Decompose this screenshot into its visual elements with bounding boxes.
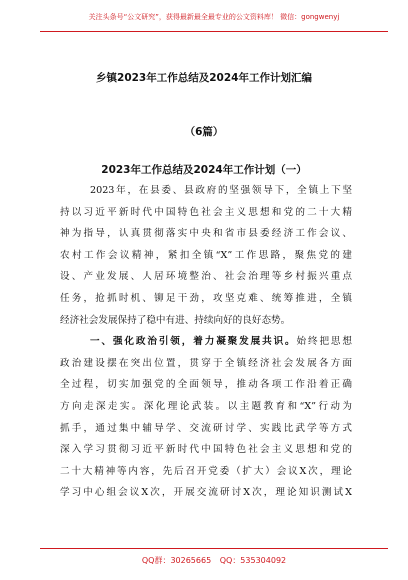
paragraph-line: 深入学习贯彻习近平新时代中国特色社会主义思想和党的 xyxy=(60,444,352,456)
paragraph-line: 方向走深走实。深化理论武装。以主题教育和“X”行动为 xyxy=(60,400,352,412)
paragraph-line: 全过程，切实加强党的全面领导，推动各项工作沿着正确 xyxy=(60,379,352,391)
paragraph-line: 设、产业发展、人居环境整治、社会治理等乡村振兴重点 xyxy=(60,271,352,283)
paragraph-line: 经济社会发展保持了稳中有进、持续向好的良好态势。 xyxy=(60,314,291,326)
page-header xyxy=(40,12,388,32)
paragraph-line: 农村工作会议精神，紧扣全镇“X”工作思路，聚焦党的建 xyxy=(60,249,352,261)
paragraph-line xyxy=(60,331,352,353)
document-body xyxy=(60,180,352,504)
paragraph-line: 学习中心组会议X次，开展交流研讨X次，理论知识测试X xyxy=(60,487,352,499)
footer-qq-group: QQ群：30265665 xyxy=(141,556,212,565)
paragraph-line: 任务，抢抓时机、铆足干劲，攻坚克难、统筹推进，全镇 xyxy=(60,292,352,304)
section-subtitle: 2023年工作总结及2024年工作计划（一） xyxy=(101,164,307,176)
paragraph-line: 持以习近平新时代中国特色社会主义思想和党的二十大精 xyxy=(60,206,352,218)
footer-qq: QQ：535304092 xyxy=(219,556,287,565)
header-banner: 关注头条号“公文研究”，获得最新最全最专业的公文资料库！ 微信：gongwenyj xyxy=(88,13,340,21)
paragraph-line: 政治建设摆在突出位置，贯穿于全镇经济社会发展各方面 xyxy=(60,357,352,369)
page-footer xyxy=(40,548,388,566)
paragraph-line: 抓手，通过集中辅导学、交流研讨学、实践比武学等方式 xyxy=(60,422,352,434)
document-title: 乡镇2023年工作总结及2024年工作计划汇编 xyxy=(96,72,312,84)
section-heading: 一、强化政治引领，着力凝聚发展共识。 xyxy=(90,336,297,348)
paragraph-line: 二十大精神等内容，先后召开党委（扩大）会议X次，理论 xyxy=(60,465,352,477)
header-rule xyxy=(40,31,388,32)
paragraph-line: 神为指导，认真贯彻落实中央和省市县委经济工作会议、 xyxy=(60,228,352,240)
footer-rule xyxy=(40,548,388,549)
paragraph-line: 2023年，在县委、县政府的坚强领导下，全镇上下坚 xyxy=(90,185,352,196)
paragraph-text: 始终把思想 xyxy=(296,336,352,348)
document-count: （6篇） xyxy=(184,126,224,138)
footer-contact xyxy=(40,555,388,566)
